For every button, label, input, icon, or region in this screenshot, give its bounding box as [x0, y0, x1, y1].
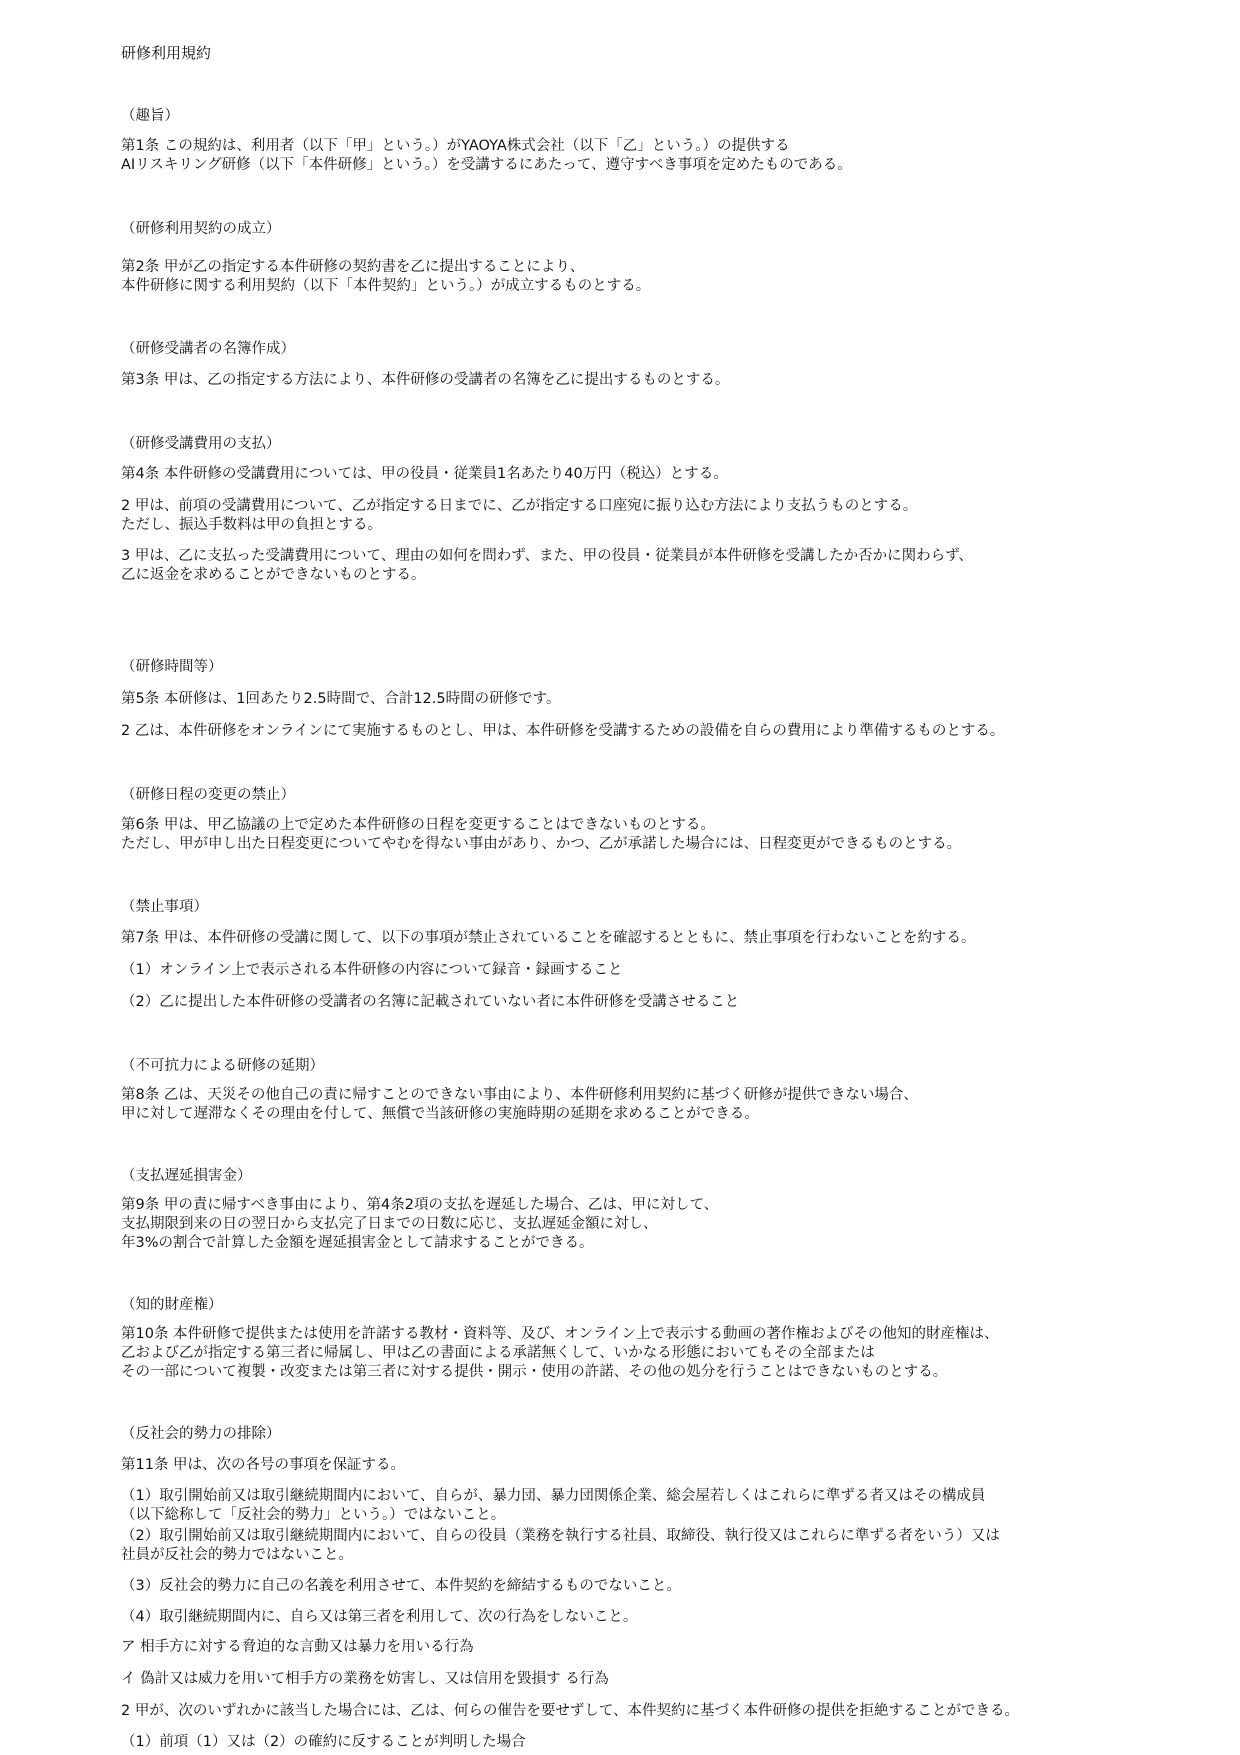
article-line: 第2条 甲が乙の指定する本件研修の契約書を乙に提出することにより、: [121, 259, 585, 275]
article-line: 第10条 本件研修で提供または使用を許諾する教材・資料等、及び、オンライン上で表示する動画の著作権およびその他知的財産権は、: [121, 1326, 999, 1342]
article-line: 第6条 甲は、甲乙協議の上で定めた本件研修の日程を変更することはできないものとする。: [121, 817, 715, 833]
clause-line: （1）前項（1）又は（2）の確約に反することが判明した場合: [121, 1734, 526, 1750]
article-line: 第7条 甲は、本件研修の受講に関して、以下の事項が禁止されていることを確認するとともに、禁止事項を行わないことを約する。: [121, 930, 976, 946]
clause-line: 社員が反社会的勢力ではないこと。: [121, 1547, 353, 1563]
section-heading: （研修受講者の名簿作成）: [121, 341, 295, 357]
section-heading: （研修利用契約の成立）: [121, 221, 281, 237]
section-heading: （禁止事項）: [121, 899, 208, 915]
article-line: その一部について複製・改変または第三者に対する提供・開示・使用の許諾、その他の処分を行うことはできないものとする。: [121, 1364, 948, 1380]
article-line: ただし、甲が申し出た日程変更についてやむを得ない事由があり、かつ、乙が承諾した場合には、日程変更ができるものとする。: [121, 836, 962, 852]
article-line: AIリスキリング研修（以下「本件研修」という。）を受講するにあたって、遵守すべき事項を定めたものである。: [121, 157, 852, 173]
section-heading: （研修時間等）: [121, 659, 223, 675]
article-line: 本件研修に関する利用契約（以下「本件契約」という。）が成立するものとする。: [121, 278, 651, 294]
clause-line: 2 乙は、本件研修をオンラインにて実施するものとし、甲は、本件研修を受講するための設備を自らの費用により準備するものとする。: [121, 723, 1005, 739]
clause-line: ただし、振込手数料は甲の負担とする。: [121, 517, 382, 533]
article-line: 第4条 本件研修の受講費用については、甲の役員・従業員1名あたり40万円（税込）とする。: [121, 466, 728, 482]
page-title: 研修利用規約: [121, 44, 212, 62]
section-heading: （研修受講費用の支払）: [121, 436, 281, 452]
clause-line: （4）取引継続期間内に、自ら又は第三者を利用して、次の行為をしないこと。: [121, 1609, 638, 1625]
clause-line: 3 甲は、乙に支払った受講費用について、理由の如何を問わず、また、甲の役員・従業員が本件研修を受講したか否かに関わらず、: [121, 548, 973, 564]
article-line: 乙および乙が指定する第三者に帰属し、甲は乙の書面による承諾無くして、いかなる形態においてもその全部または: [121, 1345, 875, 1361]
article-line: 甲に対して遅滞なくその理由を付して、無償で当該研修の実施時期の延期を求めることができる。: [121, 1106, 759, 1122]
clause-line: （3）反社会的勢力に自己の名義を利用させて、本件契約を締結するものでないこと。: [121, 1578, 681, 1594]
article-line: 第3条 甲は、乙の指定する方法により、本件研修の受講者の名簿を乙に提出するものとする。: [121, 372, 730, 388]
section-heading: （趣旨）: [121, 108, 179, 124]
section-heading: （研修日程の変更の禁止）: [121, 787, 295, 803]
section-heading: （反社会的勢力の排除）: [121, 1426, 281, 1442]
clause-line: （1）取引開始前又は取引継続期間内において、自らが、暴力団、暴力団関係企業、総会屋若しくはこれらに準ずる者又はその構成員: [121, 1488, 986, 1504]
article-line: 第5条 本研修は、1回あたり2.5時間で、合計12.5時間の研修です。: [121, 691, 561, 707]
clause-line: 2 甲は、前項の受講費用について、乙が指定する日までに、乙が指定する口座宛に振り込む方法により支払うものとする。: [121, 498, 918, 514]
article-line: 第11条 甲は、次の各号の事項を保証する。: [121, 1457, 406, 1473]
article-line: 支払期限到来の日の翌日から支払完了日までの日数に応じ、支払遅延金額に対し、: [121, 1216, 658, 1232]
clause-line: （1）オンライン上で表示される本件研修の内容について録音・録画すること: [121, 962, 623, 978]
article-line: 第9条 甲の責に帰すべき事由により、第4条2項の支払を遅延した場合、乙は、甲に対して、: [121, 1197, 719, 1213]
article-line: 年3%の割合で計算した金額を遅延損害金として請求することができる。: [121, 1235, 594, 1251]
section-heading: （知的財産権）: [121, 1297, 223, 1313]
clause-line: イ 偽計又は威力を用いて相手方の業務を妨害し、又は信用を毀損す る行為: [121, 1671, 609, 1687]
clause-line: ア 相手方に対する脅迫的な言動又は暴力を用いる行為: [121, 1639, 474, 1655]
clause-line: （以下総称して「反社会的勢力」という。）ではないこと。: [121, 1507, 506, 1523]
section-heading: （不可抗力による研修の延期）: [121, 1058, 324, 1074]
article-line: 第1条 この規約は、利用者（以下「甲」という。）がYAOYA株式会社（以下「乙」という。）の提供する: [121, 138, 790, 154]
clause-line: 2 甲が、次のいずれかに該当した場合には、乙は、何らの催告を要せずして、本件契約に基づく本件研修の提供を拒絶することができる。: [121, 1703, 1020, 1719]
clause-line: （2）取引開始前又は取引継続期間内において、自らの役員（業務を執行する社員、取締役、執行役又はこれらに準ずる者をいう）又は: [121, 1528, 1000, 1544]
clause-line: 乙に返金を求めることができないものとする。: [121, 567, 426, 583]
section-heading: （支払遅延損害金）: [121, 1168, 252, 1184]
article-line: 第8条 乙は、天災その他自己の責に帰すことのできない事由により、本件研修利用契約に基づく研修が提供できない場合、: [121, 1087, 918, 1103]
clause-line: （2）乙に提出した本件研修の受講者の名簿に記載されていない者に本件研修を受講させること: [121, 994, 740, 1010]
